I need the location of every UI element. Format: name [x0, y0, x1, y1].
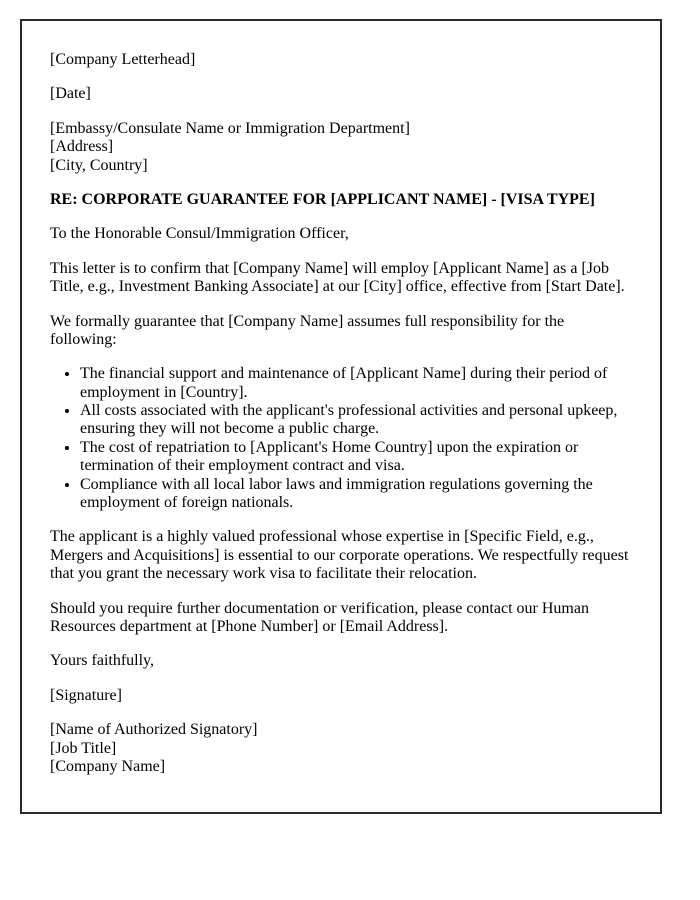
signatory-title-line: [Job Title]	[50, 739, 117, 757]
recipient-address-line: [Address]	[50, 138, 114, 156]
guarantee-item-compliance: • Compliance with all local labor laws and immigration regulations governing the employment of foreign nationals.	[80, 476, 630, 513]
subject-line: RE: CORPORATE GUARANTEE FOR [APPLICANT NAME] - [VISA TYPE]	[50, 190, 595, 208]
intro-paragraph: This letter is to confirm that [Company Name] will employ [Applicant Name] as a [Job Title, e.g., Investment Banking Associate] at our [City] office, effective from [Start Date].	[50, 259, 625, 296]
guarantee-item-financial-support: • The financial support and maintenance of [Applicant Name] during their period of employment in [Country].	[80, 365, 630, 402]
letter-document	[20, 19, 662, 814]
guarantee-item-repatriation: • The cost of repatriation to [Applicant's Home Country] upon the expiration or termination of their employment contract and visa.	[80, 439, 630, 476]
recipient-name-line: [Embassy/Consulate Name or Immigration Department]	[50, 119, 410, 137]
valediction: Yours faithfully,	[50, 652, 155, 670]
guarantee-lead-paragraph: We formally guarantee that [Company Name] assumes full responsibility for the following:	[50, 312, 565, 348]
company-letterhead: [Company Letterhead]	[50, 51, 196, 68]
signatory-block	[50, 721, 630, 776]
date-line: [Date]	[50, 85, 91, 103]
signatory-name-line: [Name of Authorized Signatory]	[50, 721, 258, 739]
signatory-company-line: [Company Name]	[50, 757, 166, 775]
salutation: To the Honorable Consul/Immigration Officer,	[50, 225, 349, 243]
expertise-paragraph: The applicant is a highly valued professional whose expertise in [Specific Field, e.g., Mergers and Acquisitions] is essential to our corporate operations. We respectfully request that you grant the necessary work visa to facilitate their relocation.	[50, 528, 629, 583]
recipient-address-block	[50, 120, 630, 175]
guarantee-item-costs: • All costs associated with the applicant's professional activities and personal upkeep, ensuring they will not become a public charge.	[80, 402, 630, 439]
contact-paragraph: Should you require further documentation or verification, please contact our Human Resources department at [Phone Number] or [Email Address].	[50, 599, 589, 635]
signature-placeholder: [Signature]	[50, 686, 122, 704]
guarantee-list	[50, 365, 630, 512]
recipient-city-line: [City, Country]	[50, 156, 148, 174]
